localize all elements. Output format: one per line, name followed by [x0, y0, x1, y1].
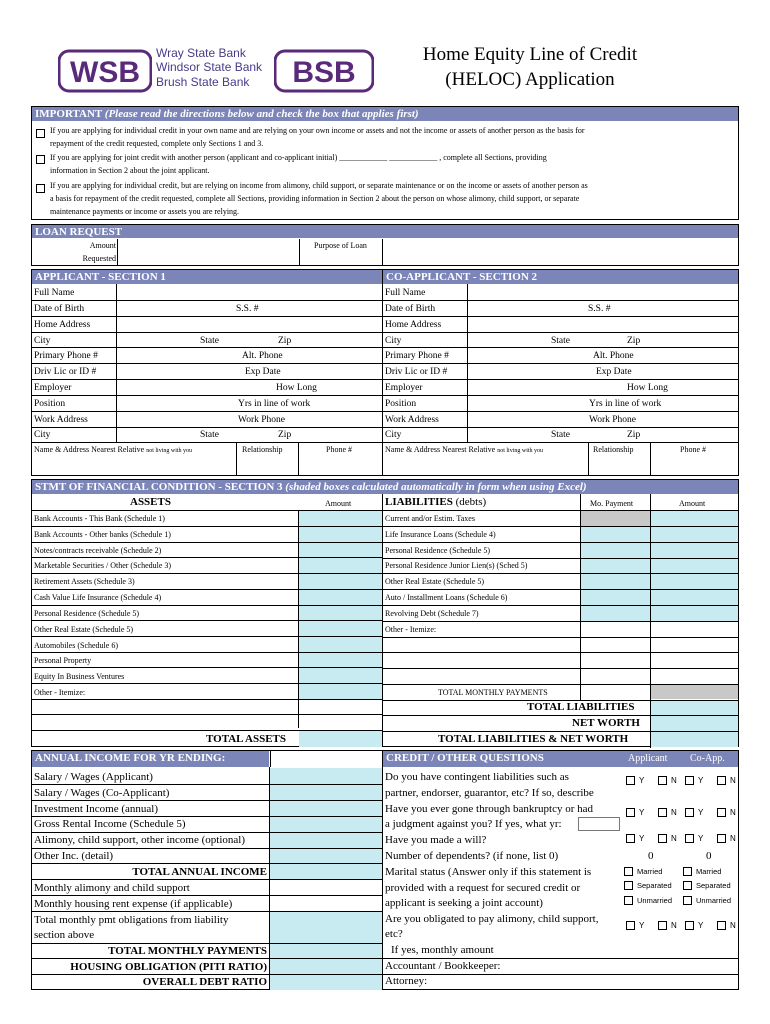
option-individual-checkbox[interactable]	[36, 129, 45, 138]
alimony-coapp-y-checkbox[interactable]	[685, 921, 694, 930]
unmarried-coapp-label: Unmarried	[696, 896, 732, 905]
liability-row-label: Life Insurance Loans (Schedule 4)	[385, 530, 496, 539]
bankruptcy-coapp-n-label: N	[730, 808, 736, 817]
bankruptcy-coapp-n-checkbox[interactable]	[717, 808, 726, 817]
will-coapp-y-checkbox[interactable]	[685, 834, 694, 843]
asset-row-label: Notes/contracts receivable (Schedule 2)	[34, 546, 162, 555]
income-row-label: Salary / Wages (Applicant)	[34, 771, 153, 783]
option-joint-checkbox[interactable]	[36, 155, 45, 164]
alimony-applicant-n-label: N	[671, 921, 677, 930]
income-year-field[interactable]	[270, 751, 382, 767]
will-coapp-n-checkbox[interactable]	[717, 834, 726, 843]
liability-row-label: Personal Residence Junior Lien(s) (Sched 5)	[385, 561, 528, 570]
income-header: ANNUAL INCOME FOR YR ENDING:	[32, 751, 269, 767]
applicant-header: APPLICANT - SECTION 1	[32, 270, 382, 284]
asset-row-label: Marketable Securities / Other (Schedule 3)	[34, 561, 172, 570]
contingent-applicant-y-checkbox[interactable]	[626, 776, 635, 785]
income-row-label: Alimony, child support, other income (optional)	[34, 834, 245, 847]
dependents-applicant[interactable]: 0	[648, 850, 654, 862]
alimony-applicant-y-label: Y	[639, 921, 645, 930]
bankruptcy-applicant-y-checkbox[interactable]	[626, 808, 635, 817]
bank-names: Wray State Bank Windsor State Bank Brush State Bank	[156, 46, 263, 89]
separated-applicant-checkbox[interactable]	[624, 881, 633, 890]
liability-row-label: Auto / Installment Loans (Schedule 6)	[385, 593, 508, 602]
bank-logo-right	[274, 47, 374, 95]
asset-row-label: Other Real Estate (Schedule 5)	[34, 625, 134, 634]
bankruptcy-coapp-y-label: Y	[698, 808, 704, 817]
bankruptcy-applicant-n-label: N	[671, 808, 677, 817]
will-applicant-y-checkbox[interactable]	[626, 834, 635, 843]
asset-row-label: Automobiles (Schedule 6)	[34, 641, 118, 650]
alimony-coapp-n-checkbox[interactable]	[717, 921, 726, 930]
married-applicant-checkbox[interactable]	[624, 867, 633, 876]
separated-coapp-label: Separated	[696, 881, 731, 890]
separated-coapp-checkbox[interactable]	[683, 881, 692, 890]
married-coapp-checkbox[interactable]	[683, 867, 692, 876]
asset-row-label: Bank Accounts - Other banks (Schedule 1)	[34, 530, 171, 539]
unmarried-applicant-checkbox[interactable]	[624, 896, 633, 905]
asset-row-label: Equity In Business Ventures	[34, 672, 125, 681]
liability-row-label: Current and/or Estim. Taxes	[385, 514, 475, 523]
asset-row-label: Personal Residence (Schedule 5)	[34, 609, 140, 618]
page-title: Home Equity Line of Credit (HELOC) Application	[422, 44, 638, 90]
contingent-applicant-n-checkbox[interactable]	[658, 776, 667, 785]
liability-row-label: Personal Residence (Schedule 5)	[385, 546, 491, 555]
alimony-applicant-y-checkbox[interactable]	[626, 921, 635, 930]
income-row-label: Other Inc. (detail)	[34, 850, 114, 862]
coapplicant-header: CO-APPLICANT - SECTION 2	[383, 270, 738, 284]
financial-header: STMT OF FINANCIAL CONDITION - SECTION 3 (shaded boxes calculated automatically in form when using Excel)	[32, 480, 738, 494]
loan-purpose-field[interactable]	[383, 239, 737, 265]
bankruptcy-year-field[interactable]	[578, 817, 620, 831]
unmarried-applicant-label: Unmarried	[637, 896, 673, 905]
will-applicant-n-checkbox[interactable]	[658, 834, 667, 843]
loan-amount-field[interactable]	[118, 239, 298, 265]
income-row-label: Salary / Wages (Co-Applicant)	[34, 786, 170, 799]
contingent-applicant-n-label: N	[671, 776, 677, 785]
asset-row-label: Other - Itemize:	[34, 688, 86, 697]
unmarried-coapp-checkbox[interactable]	[683, 896, 692, 905]
bank-logo-left	[58, 47, 152, 95]
bankruptcy-coapp-y-checkbox[interactable]	[685, 808, 694, 817]
income-row-label: Gross Rental Income (Schedule 5)	[34, 818, 186, 831]
bankruptcy-applicant-n-checkbox[interactable]	[658, 808, 667, 817]
option-other-income-checkbox[interactable]	[36, 184, 45, 193]
alimony-applicant-n-checkbox[interactable]	[658, 921, 667, 930]
separated-applicant-label: Separated	[637, 881, 672, 890]
liability-row-label: Other Real Estate (Schedule 5)	[385, 577, 485, 586]
alimony-coapp-n-label: N	[730, 921, 736, 930]
asset-row-label: Cash Value Life Insurance (Schedule 4)	[34, 593, 162, 602]
loan-request-header: LOAN REQUEST	[32, 225, 738, 238]
svg-text:WSB: WSB	[70, 56, 140, 89]
asset-row-label: Bank Accounts - This Bank (Schedule 1)	[34, 514, 165, 523]
credit-header: CREDIT / OTHER QUESTIONS	[383, 751, 738, 767]
will-applicant-y-label: Y	[639, 834, 645, 843]
contingent-coapp-n-label: N	[730, 776, 736, 785]
contingent-coapp-y-checkbox[interactable]	[685, 776, 694, 785]
income-row-label: Investment Income (annual)	[34, 802, 159, 815]
will-coapp-n-label: N	[730, 834, 736, 843]
will-coapp-y-label: Y	[698, 834, 704, 843]
contingent-applicant-y-label: Y	[639, 776, 645, 785]
liability-row-label: Revolving Debt (Schedule 7)	[385, 609, 479, 618]
liability-row-label: Other - Itemize:	[385, 625, 437, 634]
dependents-coapp[interactable]: 0	[706, 850, 712, 862]
contingent-coapp-y-label: Y	[698, 776, 704, 785]
contingent-coapp-n-checkbox[interactable]	[717, 776, 726, 785]
married-coapp-label: Married	[696, 867, 722, 876]
married-applicant-label: Married	[637, 867, 663, 876]
svg-text:BSB: BSB	[292, 56, 356, 89]
asset-row-label: Personal Property	[34, 656, 92, 665]
will-applicant-n-label: N	[671, 834, 677, 843]
asset-row-label: Retirement Assets (Schedule 3)	[34, 577, 135, 586]
alimony-coapp-y-label: Y	[698, 921, 704, 930]
important-header: IMPORTANT (Please read the directions below and check the box that applies first)	[32, 107, 738, 121]
bankruptcy-applicant-y-label: Y	[639, 808, 645, 817]
